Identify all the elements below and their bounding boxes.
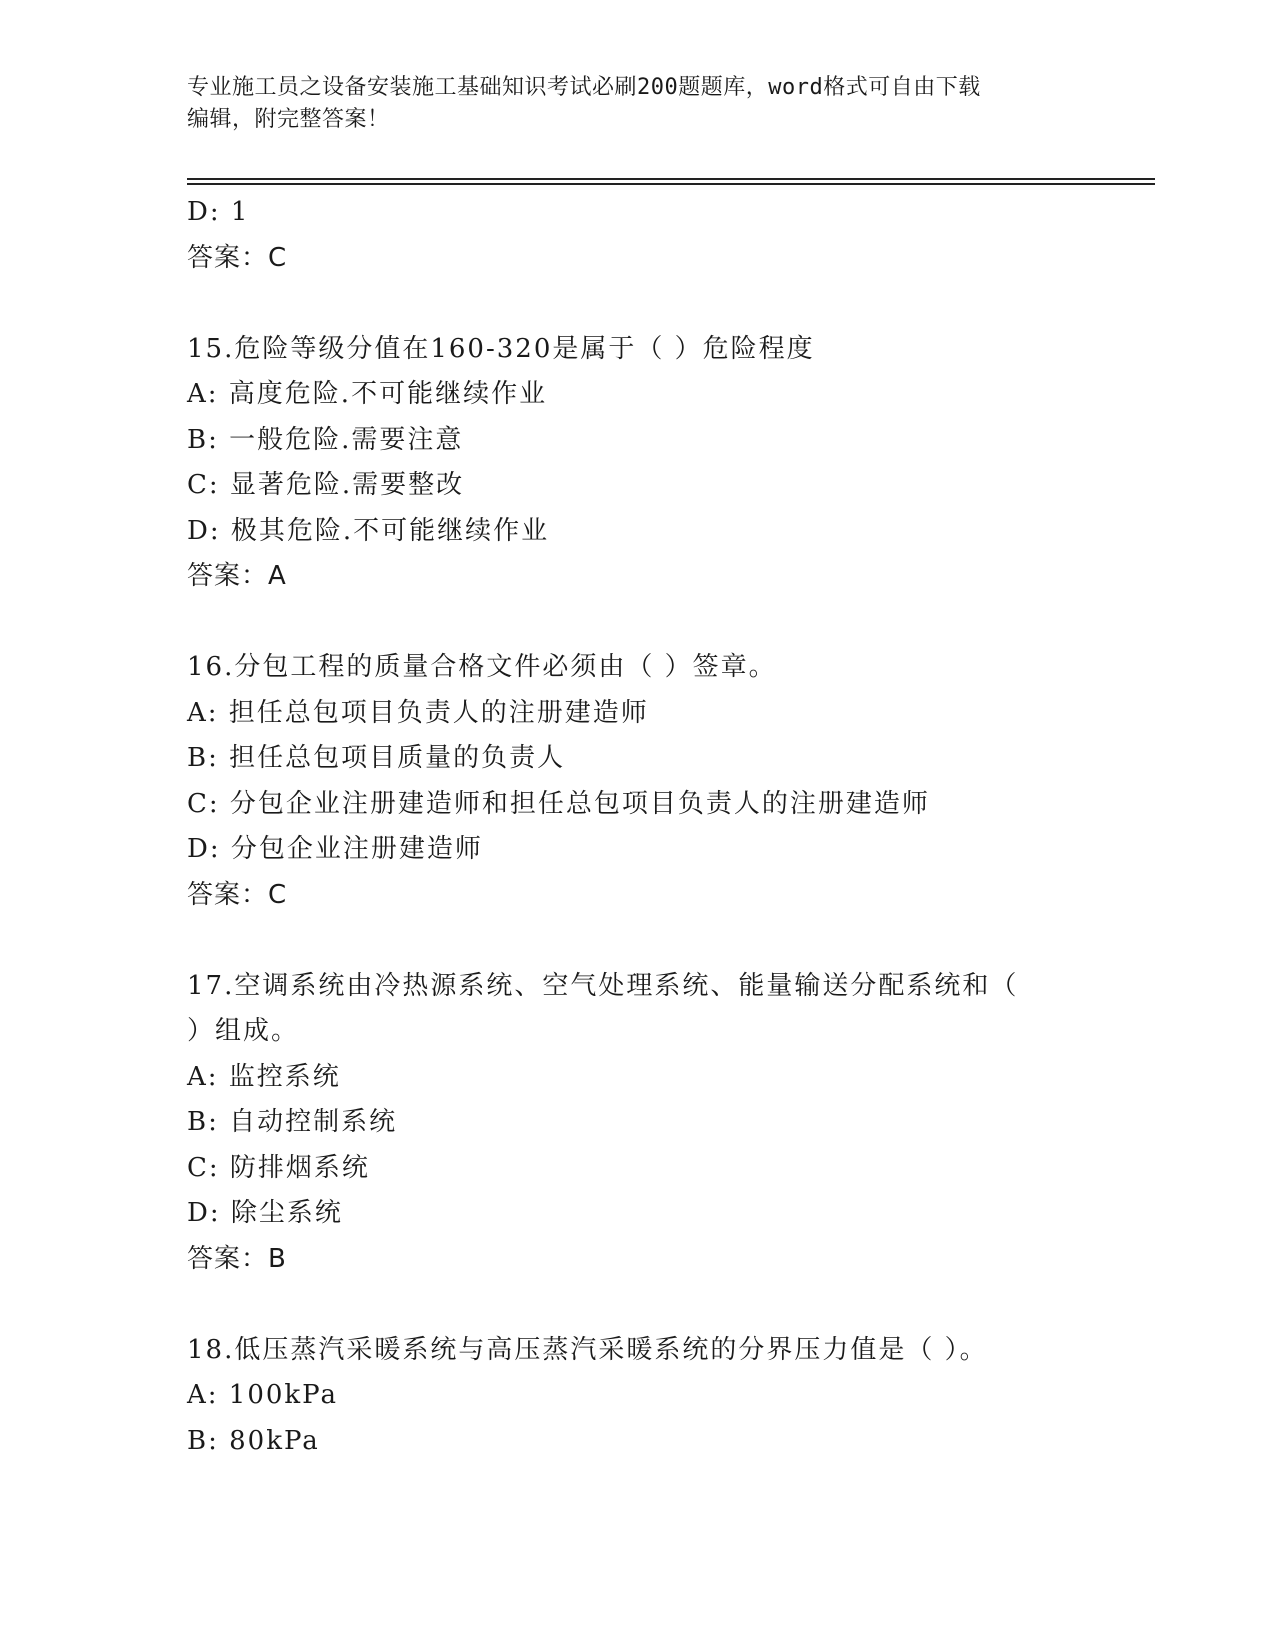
question-title-line-1: 17.空调系统由冷热源系统、空气处理系统、能量输送分配系统和（: [187, 970, 1019, 1001]
header-divider-top: [187, 178, 1155, 180]
option-d: D: 极其危险.不可能继续作业: [187, 515, 550, 546]
option-d: D: 分包企业注册建造师: [187, 834, 483, 864]
answer: 答案：A: [187, 561, 287, 591]
option-b: B: 一般危险.需要注意: [187, 424, 464, 455]
option-a: A: 100kPa: [187, 1380, 339, 1410]
header-title-line-1: 专业施工员之设备安装施工基础知识考试必刷200题题库，word格式可自由下载: [187, 75, 981, 100]
option-d: D: 除尘系统: [187, 1198, 343, 1228]
question-16: [187, 645, 1155, 918]
option-c: C: 分包企业注册建造师和担任总包项目负责人的注册建造师: [187, 788, 930, 819]
option-a: A: 高度危险.不可能继续作业: [187, 379, 548, 409]
answer: 答案：C: [187, 879, 288, 910]
question-list: [187, 190, 1155, 1464]
option-b: B: 80kPa: [187, 1425, 320, 1456]
question-title-line-2: ）组成。: [187, 1016, 300, 1046]
option-b: B: 担任总包项目质量的负责人: [187, 743, 566, 773]
question-17: [187, 964, 1155, 1283]
question-title: 18.低压蒸汽采暖系统与高压蒸汽采暖系统的分界压力值是（ ）。: [187, 1334, 988, 1365]
option-c: C: 显著危险.需要整改: [187, 470, 465, 500]
option-c: C: 防排烟系统: [187, 1152, 370, 1183]
option-b: B: 自动控制系统: [187, 1107, 398, 1137]
document-header: [187, 72, 1087, 136]
option-d: D: 1: [187, 197, 250, 227]
answer: 答案：B: [187, 1243, 287, 1274]
option-a: A: 担任总包项目负责人的注册建造师: [187, 697, 649, 728]
answer: 答案：C: [187, 242, 288, 273]
question-15: [187, 327, 1155, 600]
header-title-line-2: 编辑，附完整答案！: [187, 107, 390, 132]
question-18: [187, 1328, 1155, 1465]
question-title: 15.危险等级分值在160-320是属于（ ）危险程度: [187, 333, 815, 364]
header-divider-bottom: [187, 183, 1155, 185]
option-a: A: 监控系统: [187, 1061, 341, 1092]
question-title: 16.分包工程的质量合格文件必须由（ ）签章。: [187, 652, 777, 682]
